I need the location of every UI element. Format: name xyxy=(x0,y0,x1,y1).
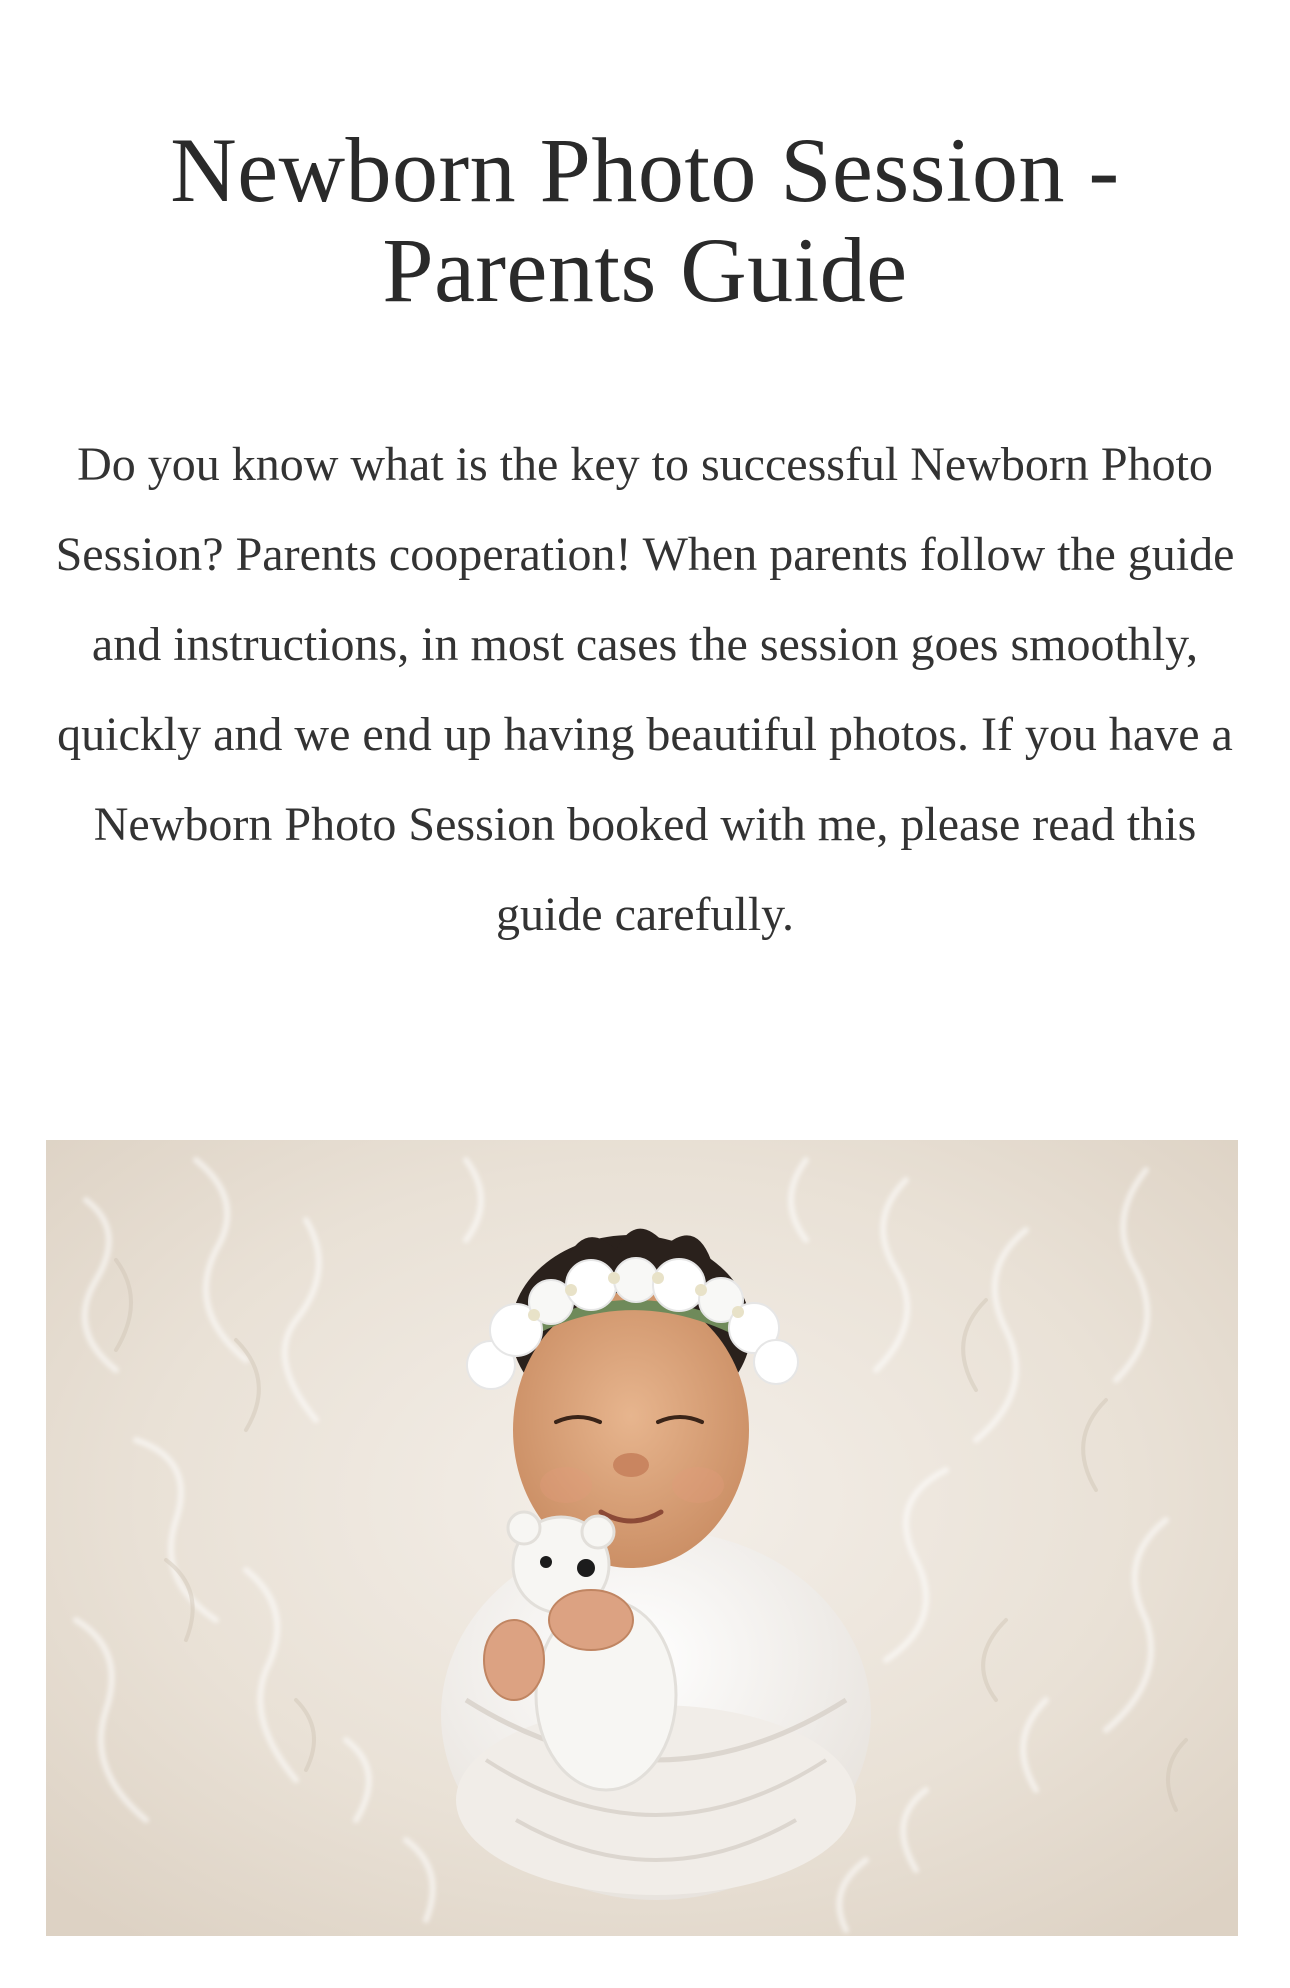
page-title: Newborn Photo Session - Parents Guide xyxy=(170,119,1120,321)
newborn-photo xyxy=(46,1140,1238,1936)
intro-paragraph: Do you know what is the key to successful Newborn Photo Session? Parents cooperation! When parents follow the guide and instructions, in most cases the session goes smoothly, quickly and we end up having beautiful photos. If you have a Newborn Photo Session booked with me, please read this guide carefully. xyxy=(55,438,1235,941)
newborn-photo-illustration xyxy=(46,1140,1238,1936)
